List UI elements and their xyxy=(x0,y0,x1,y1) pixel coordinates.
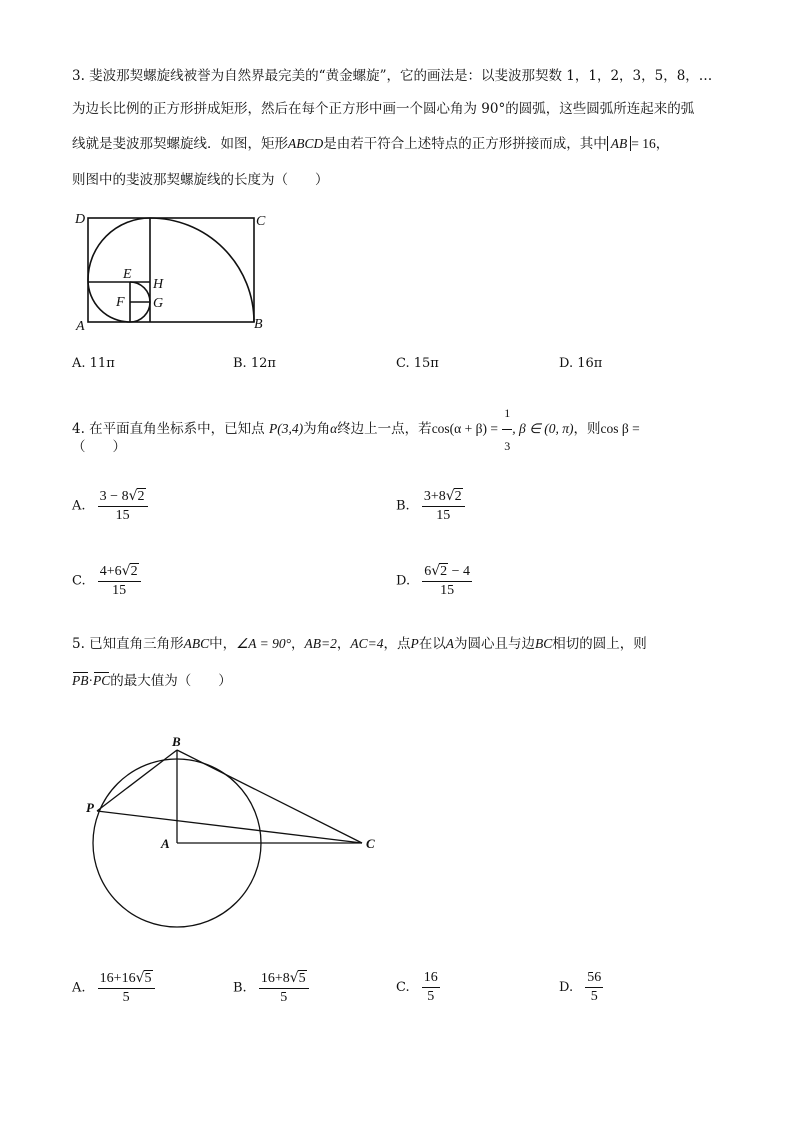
q4-option-d[interactable]: D. $\frac{6√2 - 4}{15}$ xyxy=(396,563,471,598)
q3-option-b[interactable]: B. 12π xyxy=(233,356,276,371)
angle-a: ∠A = 90° xyxy=(236,636,292,651)
q3-option-d[interactable]: D. 16π xyxy=(559,356,603,371)
rect-abcd: ABCD xyxy=(288,136,324,151)
spiral-arc-large xyxy=(150,218,254,322)
q3-line-3: 线就是斐波那契螺旋线．如图，矩形ABCD是由若干符合上述特点的正方形拼接而成，其中 AB = 16， xyxy=(72,136,670,152)
q3-line-2: 为边长比例的正方形拼成矩形，然后在每个正方形中画一个圆心角为 90°的圆弧，这些圆弧所连起来的弧 xyxy=(72,101,695,117)
q3-option-c[interactable]: C. 15π xyxy=(396,356,439,371)
q5-option-c[interactable]: C. $\frac{16}{5}$ xyxy=(396,970,438,1004)
q3-option-a[interactable]: A. 11π xyxy=(72,356,115,371)
q4-paren: （ ） xyxy=(72,439,126,455)
q5-option-b[interactable]: B. $\frac{16+8√5}{5}$ xyxy=(233,970,309,1006)
q4-option-c[interactable]: C. $\frac{4+6√2}{15}$ xyxy=(72,563,141,599)
triangle-circle-figure xyxy=(80,730,380,930)
q3-line-4: 则图中的斐波那契螺旋线的长度为（ ） xyxy=(72,172,329,188)
q3-line-1: 3. 斐波那契螺旋线被誉为自然界最完美的“黄金螺旋”，它的画法是：以斐波那契数 1，1，2，3，5，8，… xyxy=(72,68,713,84)
segment-pc xyxy=(97,811,362,843)
vector-pc: PC xyxy=(93,671,110,691)
spiral-arc-small-1 xyxy=(130,302,150,322)
q5-option-a[interactable]: A. $\frac{16+16√5}{5}$ xyxy=(72,970,155,1006)
q4-line-1: 4. 在平面直角坐标系中，已知点 P(3,4)为角α终边上一点，若cos(α + β) = $\frac{1}{3}$ , β ∈ (0, π)，则cos β = xyxy=(72,398,640,461)
label-g: G xyxy=(153,296,164,311)
rect-abcd-outline xyxy=(88,218,254,322)
label-a: A xyxy=(76,319,85,334)
segment-bc xyxy=(177,750,362,843)
abs-ab: AB xyxy=(607,136,632,151)
label-e: E xyxy=(123,267,132,282)
label-b: B xyxy=(254,317,263,332)
vector-pb: PB xyxy=(72,671,89,691)
spiral-arc-mid xyxy=(88,218,150,280)
label-d: D xyxy=(75,212,86,227)
q4-option-b[interactable]: B. $\frac{3+8√2}{15}$ xyxy=(396,488,465,524)
label-c: C xyxy=(366,836,375,851)
label-b: B xyxy=(172,734,181,749)
segment-pb xyxy=(97,750,177,811)
label-a: A xyxy=(161,836,170,851)
spiral-arc-small-2 xyxy=(130,282,150,302)
q4-option-a[interactable]: A. $\frac{3 - 8√2}{15}$ xyxy=(72,488,148,524)
label-f: F xyxy=(116,295,125,310)
q5-line-1: 5. 已知直角三角形ABC中，∠A = 90°，AB=2，AC=4，点P在以A为圆心且与边BC相切的圆上，则 xyxy=(72,636,647,652)
cos-sum-expr: cos(α + β) = xyxy=(431,421,498,436)
q5-line-2: PB·PC的最大值为（ ） xyxy=(72,673,232,689)
point-p: P(3,4) xyxy=(268,421,304,436)
label-c: C xyxy=(256,214,266,229)
label-p: P xyxy=(86,800,94,815)
label-h: H xyxy=(153,277,164,292)
q5-option-d[interactable]: D. $\frac{56}{5}$ xyxy=(559,970,602,1004)
fraction-one-third: $\frac{1}{3}$ xyxy=(502,398,512,461)
fibonacci-spiral-figure xyxy=(70,205,280,335)
